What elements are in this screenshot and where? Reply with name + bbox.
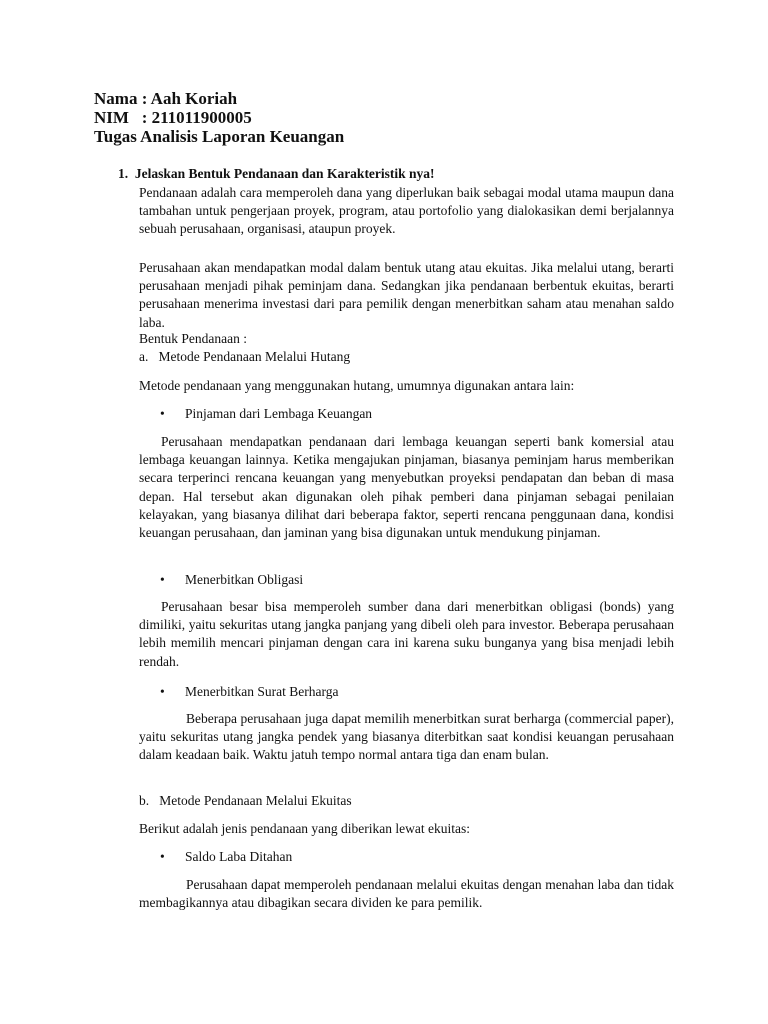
- section-a-heading: a. Metode Pendanaan Melalui Hutang: [139, 349, 351, 364]
- intro-paragraph: Pendanaan adalah cara memperoleh dana yang diperlukan baik sebagai modal utama maupun dana tambahan untuk pengerjaan proyek, program, atau portofolio yang dialokasikan demi berjalannya sebuah perusahaan, organisasi, ataupun proyek.: [139, 185, 674, 237]
- bullet-saldo-label: Saldo Laba Ditahan: [185, 849, 293, 864]
- student-nim: NIM : 211011900005: [94, 108, 252, 127]
- ekuitas-intro: Berikut adalah jenis pendanaan yang diberikan lewat ekuitas:: [139, 821, 471, 836]
- bentuk-label: Bentuk Pendanaan :: [139, 331, 247, 346]
- saldo-paragraph: Perusahaan dapat memperoleh pendanaan melalui ekuitas dengan menahan laba dan tidak membagikannya atau dibagikan secara dividen ke para pemilik.: [139, 877, 674, 911]
- bullet-surat-label: Menerbitkan Surat Berharga: [185, 684, 339, 699]
- pinjaman-paragraph: Perusahaan mendapatkan pendanaan dari lembaga keuangan seperti bank komersial atau lembaga keuangan lainnya. Ketika mengajukan pinjaman, biasanya peminjam harus memberikan secara terperinci rencana keuangan yang menyebutkan proyeksi pendapatan dan beban di masa depan. Hal tersebut akan digunakan oleh pihak pemberi dana pinjaman sebagai penilaian kelayakan, yang biasanya dilihat dari beberapa faktor, seperti rencana penggunaan dana, kondisi keuangan perusahaan, dan jaminan yang bisa digunakan untuk mendukung pinjaman.: [139, 434, 674, 541]
- hutang-intro: Metode pendanaan yang menggunakan hutang, umumnya digunakan antara lain:: [139, 378, 575, 393]
- student-name: Nama : Aah Koriah: [94, 89, 238, 108]
- modal-paragraph: Perusahaan akan mendapatkan modal dalam bentuk utang atau ekuitas. Jika melalui utang, berarti perusahaan menjadi pihak peminjam dana. Sedangkan jika pendanaan berbentuk ekuitas, berarti perusahaan menerima investasi dari para pemilik dengan menerbitkan saham atau menahan saldo laba.: [139, 260, 674, 330]
- assignment-title: Tugas Analisis Laporan Keuangan: [94, 127, 345, 146]
- obligasi-paragraph: Perusahaan besar bisa memperoleh sumber dana dari menerbitkan obligasi (bonds) yang dimiliki, yaitu sekuritas utang jangka panjang yang dibeli oleh para investor. Beberapa perusahaan lebih memilih mencari pinjaman dengan cara ini karena suku bunganya yang bisa menjadi lebih rendah.: [139, 599, 674, 669]
- bullet-obligasi-label: Menerbitkan Obligasi: [185, 572, 304, 587]
- question-heading: 1. Jelaskan Bentuk Pendanaan dan Karakteristik nya!: [118, 166, 435, 181]
- bullet-pinjaman-label: Pinjaman dari Lembaga Keuangan: [185, 406, 373, 421]
- section-b-heading: b. Metode Pendanaan Melalui Ekuitas: [139, 793, 352, 808]
- surat-paragraph: Beberapa perusahaan juga dapat memilih menerbitkan surat berharga (commercial paper), yaitu sekuritas utang jangka pendek yang biasanya diterbitkan saat kondisi keuangan perusahaan dalam keadaan baik. Waktu jatuh tempo normal antara tiga dan enam bulan.: [139, 711, 674, 763]
